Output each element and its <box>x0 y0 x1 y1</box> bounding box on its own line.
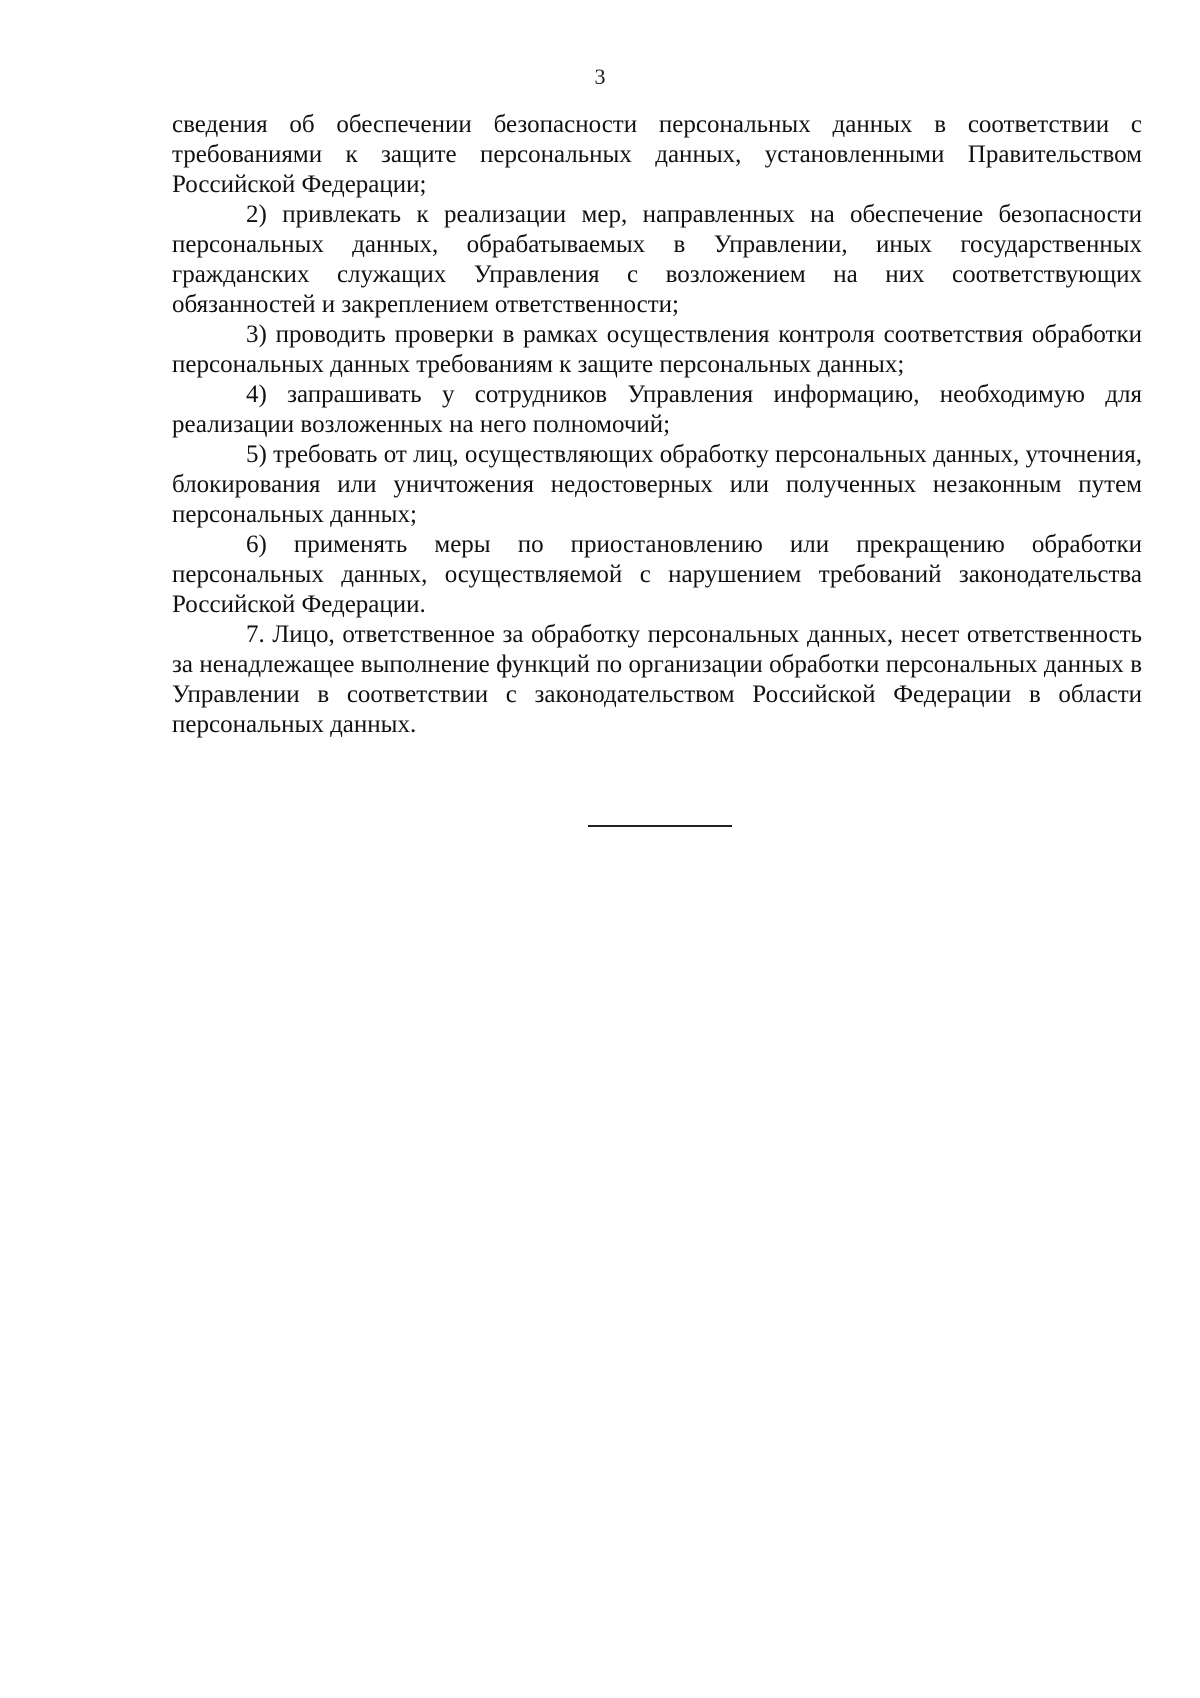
list-item-5: 5) требовать от лиц, осуществляющих обработку персональных данных, уточнения, блокирования или уничтожения недостоверных или полученных незаконным путем персональных данных; <box>172 441 1142 528</box>
list-item-2: 2) привлекать к реализации мер, направленных на обеспечение безопасности персональных данных, обрабатываемых в Управлении, иных государственных гражданских служащих Управления с возложением на них соответствующих обязанностей и закреплением ответственности; <box>172 201 1142 318</box>
list-item-3: 3) проводить проверки в рамках осуществления контроля соответствия обработки персональных данных требованиям к защите персональных данных; <box>172 321 1142 378</box>
end-of-document-rule <box>588 825 732 827</box>
page-number: 3 <box>594 64 606 89</box>
list-item-4: 4) запрашивать у сотрудников Управления информацию, необходимую для реализации возложенных на него полномочий; <box>172 381 1142 438</box>
clause-7: 7. Лицо, ответственное за обработку персональных данных, несет ответственность за ненадлежащее выполнение функций по организации обработки персональных данных в Управлении в соответствии с законодательством Российской Федерации в области персональных данных. <box>172 621 1142 738</box>
document-body <box>172 110 1142 740</box>
list-item-6: 6) применять меры по приостановлению или прекращению обработки персональных данных, осуществляемой с нарушением требований законодательства Российской Федерации. <box>172 531 1142 618</box>
paragraph-continuation: сведения об обеспечении безопасности персональных данных в соответствии с требованиями к защите персональных данных, установленными Правительством Российской Федерации; <box>172 111 1142 198</box>
